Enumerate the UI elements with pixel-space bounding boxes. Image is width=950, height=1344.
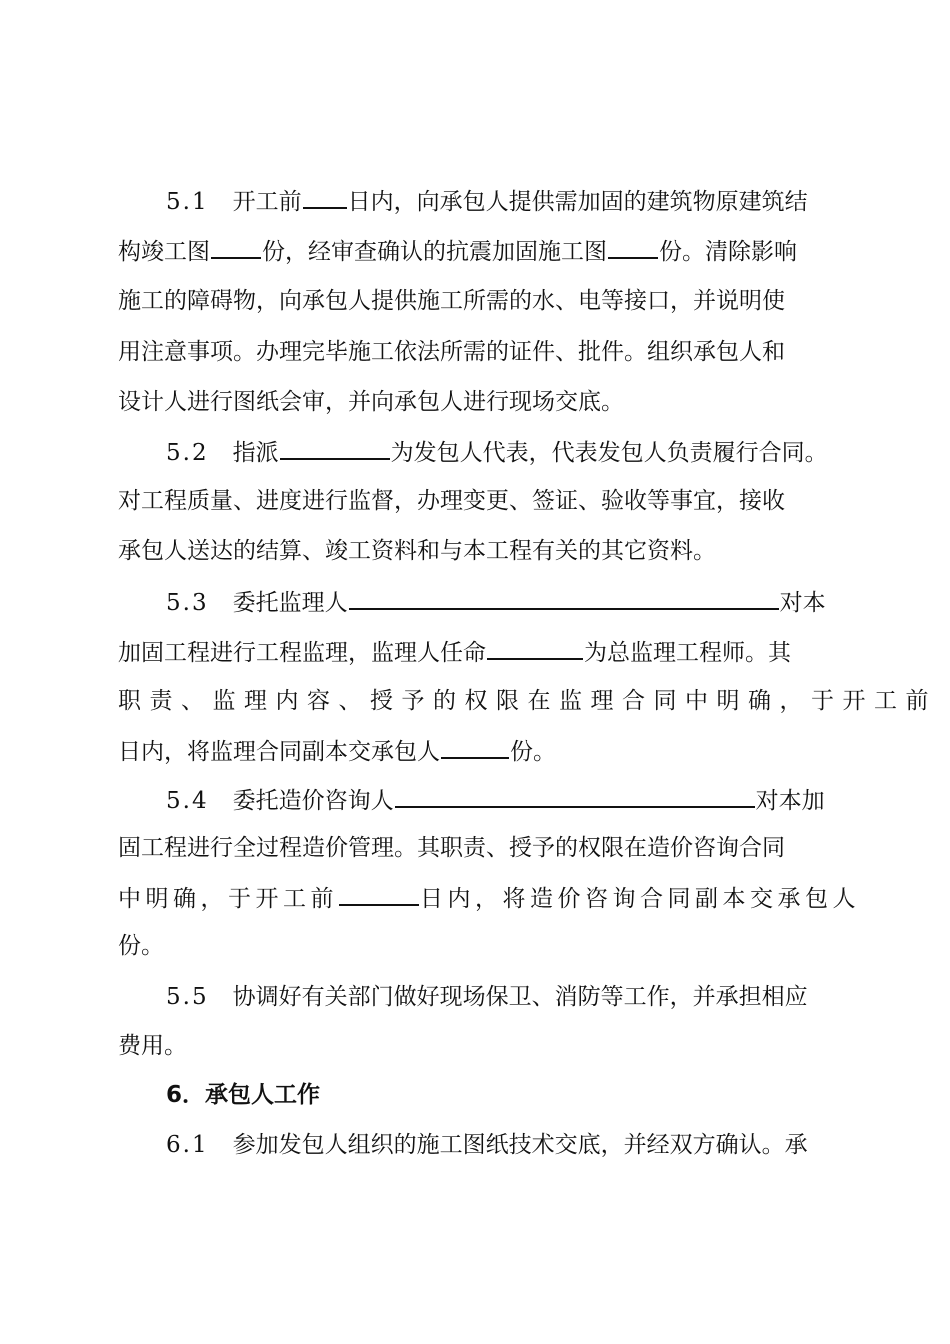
clause-5-2-line-1: [166, 434, 830, 468]
blank-field[interactable]: [487, 634, 583, 660]
clause-5-3-line-4: [118, 733, 830, 767]
blank-field[interactable]: [349, 584, 779, 610]
section-6-heading: 6．承包人工作: [166, 1082, 321, 1108]
text: 开工前: [232, 189, 302, 215]
clause-number: 5.1: [166, 189, 209, 215]
clause-number: 5.5: [166, 984, 209, 1010]
blank-field[interactable]: [441, 733, 509, 759]
clause-5-3-line-3: 职责、监理内容、授予的权限在监理合同中明确，于开工前: [118, 688, 937, 714]
blank-field[interactable]: [608, 233, 658, 259]
text: 份。: [510, 739, 556, 765]
clause-5-1-line-5: 设计人进行图纸会审，并向承包人进行现场交底。: [118, 389, 624, 415]
clause-5-2-line-2: 对工程质量、进度进行监督，办理变更、签证、验收等事宜，接收: [118, 488, 785, 514]
clause-number: 6.1: [166, 1132, 209, 1158]
clause-5-3-line-2: [118, 634, 830, 668]
text: 为发包人代表，代表发包人负责履行合同。: [390, 440, 828, 466]
blank-field[interactable]: [211, 233, 261, 259]
text: 构竣工图: [118, 239, 210, 265]
clause-5-1-line-4: 用注意事项。办理完毕施工依法所需的证件、批件。组织承包人和: [118, 339, 785, 365]
clause-5-3-line-1: [166, 584, 830, 618]
text: 为总监理工程师。其: [584, 640, 791, 666]
clause-number: 5.2: [166, 440, 209, 466]
clause-5-1-line-1: [166, 183, 830, 217]
text: 加固工程进行工程监理，监理人任命: [118, 640, 486, 666]
text: 委托监理人: [232, 590, 348, 616]
clause-5-4-line-2: 固工程进行全过程造价管理。其职责、授予的权限在造价咨询合同: [118, 835, 785, 861]
clause-5-5-line-1: [166, 980, 830, 1014]
clause-5-1-line-3: 施工的障碍物，向承包人提供施工所需的水、电等接口，并说明使: [118, 288, 785, 314]
text: 协调好有关部门做好现场保卫、消防等工作，并承担相应: [232, 984, 808, 1010]
text: 指派: [232, 440, 279, 466]
clause-6-1-line-1: [166, 1128, 830, 1162]
text: 份。清除影响: [659, 239, 797, 265]
blank-field[interactable]: [339, 880, 419, 906]
text: 份，经审查确认的抗震加固施工图: [262, 239, 607, 265]
blank-field[interactable]: [303, 183, 347, 209]
text: 日内，将造价咨询合同副本交承包人: [420, 886, 860, 912]
clause-5-2-line-3: 承包人送达的结算、竣工资料和与本工程有关的其它资料。: [118, 538, 716, 564]
clause-5-4-line-4: 份。: [118, 933, 164, 959]
text: 委托造价咨询人: [232, 788, 394, 814]
clause-number: 5.3: [166, 590, 209, 616]
blank-field[interactable]: [280, 434, 390, 460]
text: 中明确，于开工前: [118, 886, 338, 912]
clause-5-4-line-1: [166, 782, 830, 816]
clause-5-4-line-3: [118, 880, 860, 914]
text: 参加发包人组织的施工图纸技术交底，并经双方确认。承: [232, 1132, 808, 1158]
clause-5-1-line-2: [118, 233, 830, 267]
text: 日内，将监理合同副本交承包人: [118, 739, 440, 765]
text: 日内，向承包人提供需加固的建筑物原建筑结: [347, 189, 808, 215]
clause-number: 5.4: [166, 788, 209, 814]
text: 对本加: [755, 788, 825, 814]
blank-field[interactable]: [395, 782, 755, 808]
text: 对本: [779, 590, 826, 616]
clause-5-5-line-2: 费用。: [118, 1033, 187, 1059]
